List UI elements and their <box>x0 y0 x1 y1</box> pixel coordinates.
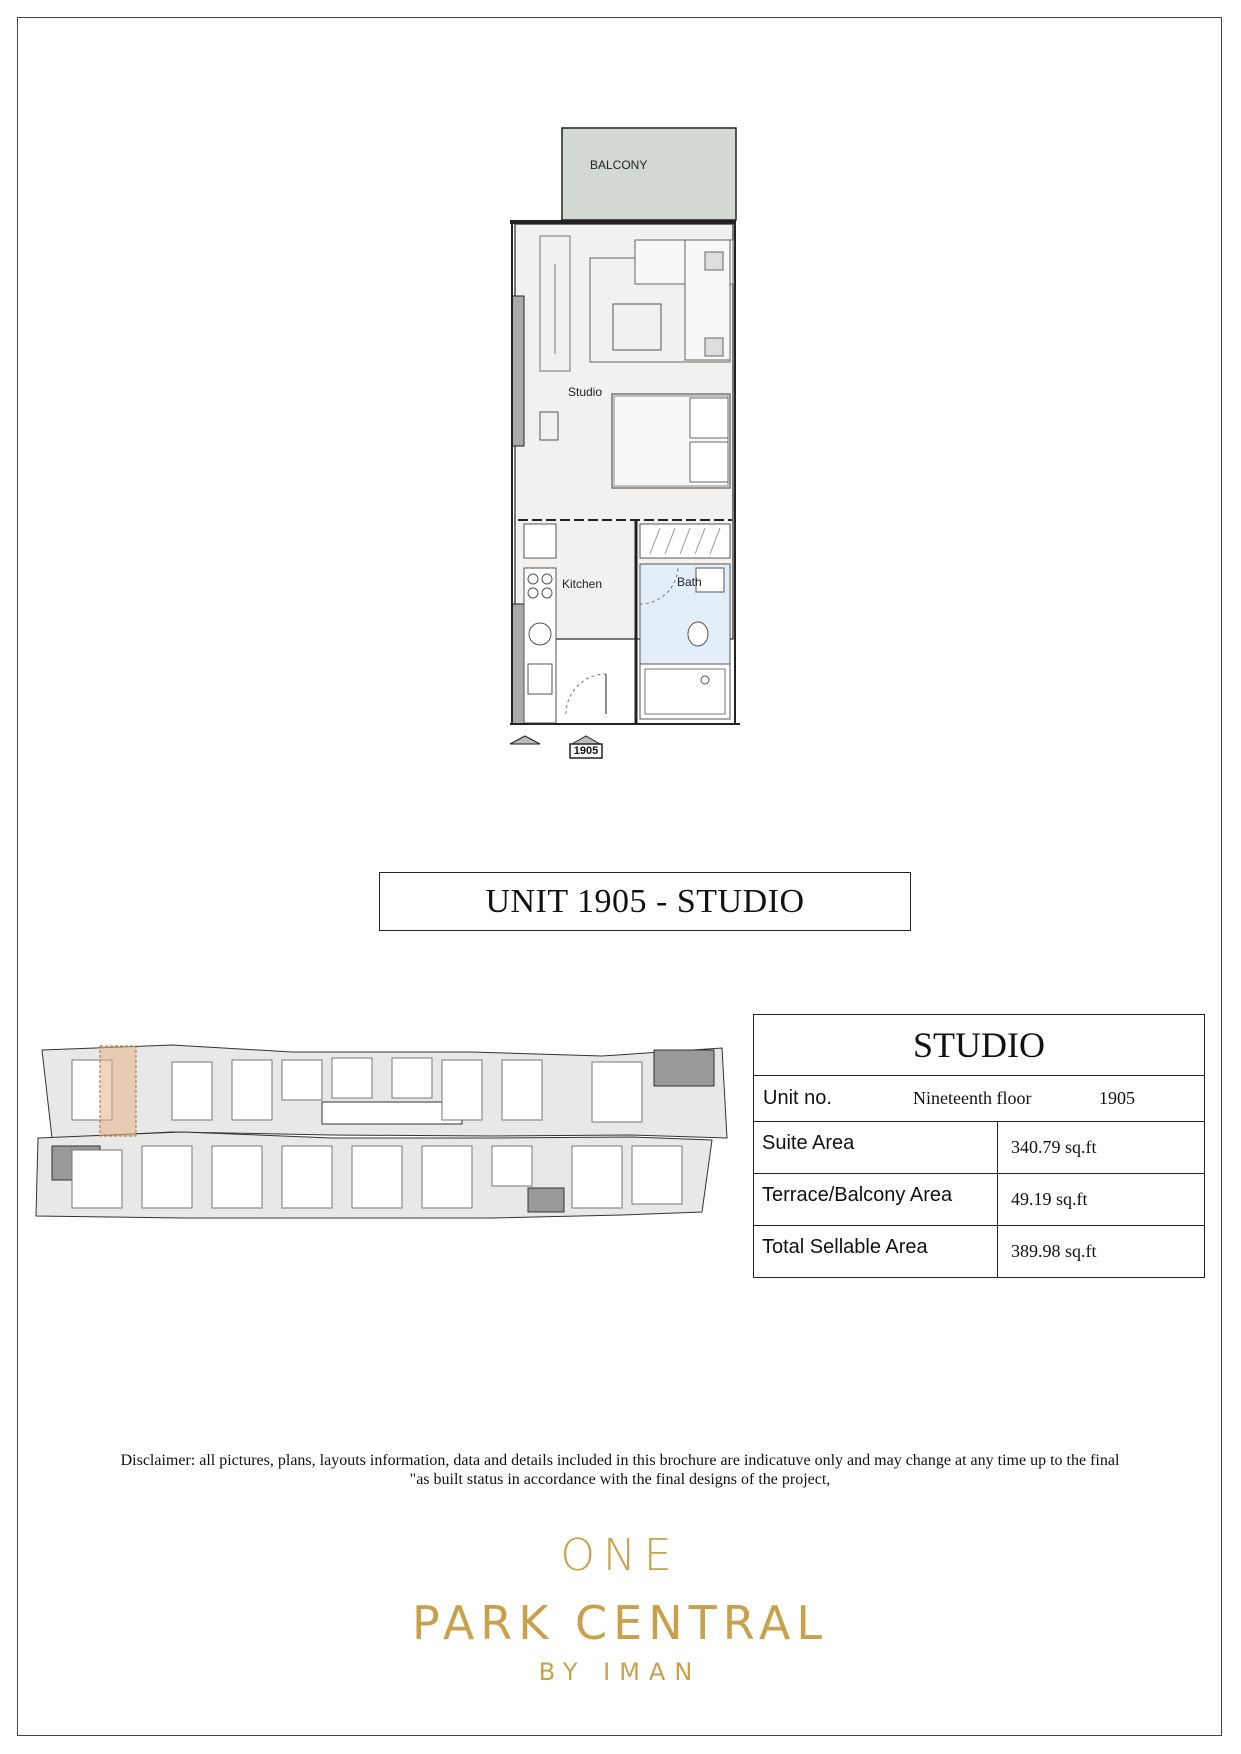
brand-logo <box>380 1530 860 1686</box>
spec-title: STUDIO <box>754 1015 1205 1076</box>
bath-label: Bath <box>677 575 702 589</box>
studio-label: Studio <box>568 385 603 399</box>
floor-value: Nineteenth floor <box>913 1088 1032 1108</box>
balcony-area-label: Terrace/Balcony Area <box>754 1174 998 1226</box>
table-row <box>754 1226 1205 1278</box>
logo-line-two: PARK CENTRAL <box>412 1596 828 1650</box>
table-row <box>754 1122 1205 1174</box>
balcony-area-value: 49.19 sq.ft <box>998 1174 1205 1226</box>
disclaimer: Disclaimer: all pictures, plans, layouts information, data and details included in this brochure are indicatuve only and may change at any time up to the final "as built status in accordance with the final designs of the project, <box>120 1452 1120 1488</box>
kitchen-label: Kitchen <box>562 577 603 591</box>
total-area-label: Total Sellable Area <box>754 1226 998 1278</box>
unit-floor-plan <box>500 124 750 764</box>
logo-line-one: ONE <box>560 1530 680 1581</box>
unit-tag: 1905 <box>568 734 604 760</box>
suite-area-label: Suite Area <box>754 1122 998 1174</box>
table-row <box>754 1174 1205 1226</box>
balcony-label: BALCONY <box>590 158 648 172</box>
logo-line-three: BY IMAN <box>538 1658 702 1686</box>
key-floor-plan <box>32 1040 732 1225</box>
unit-title: UNIT 1905 - STUDIO <box>379 872 911 931</box>
suite-area-value: 340.79 sq.ft <box>998 1122 1205 1174</box>
balcony-area <box>562 128 736 220</box>
unit-no-label: Unit no. <box>763 1087 832 1109</box>
total-area-value: 389.98 sq.ft <box>998 1226 1205 1278</box>
area-schedule-table <box>753 1014 1205 1278</box>
unit-no-value: 1905 <box>1099 1088 1135 1108</box>
